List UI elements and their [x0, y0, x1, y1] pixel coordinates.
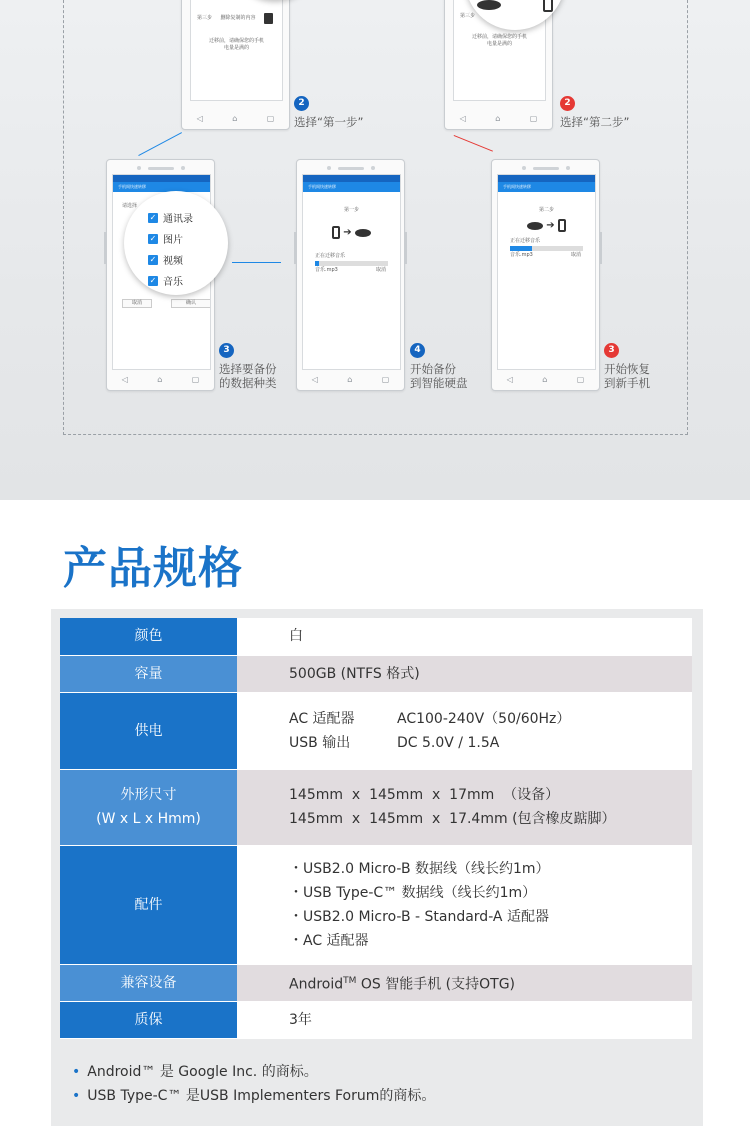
spec-row-power [60, 692, 692, 769]
checkbox-music[interactable]: ✓ 音乐 [149, 275, 183, 288]
spec-row-dimensions [60, 769, 692, 845]
note-item: • Android™ 是 Google Inc. 的商标。 [72, 1064, 318, 1080]
spec-row-color [60, 618, 692, 655]
trademark-notes [72, 1060, 435, 1108]
screen-header: 第三步 [460, 13, 476, 19]
spec-key: 外形尺寸 (W x L x Hmm) [60, 769, 237, 845]
app-title: 手机间快速转移 [113, 182, 210, 192]
checkbox-photos[interactable]: ✓ 图片 [149, 233, 183, 246]
hard-drive-icon [527, 222, 543, 230]
step-caption: 选择“第一步” [294, 115, 364, 129]
spec-key: 颜色 [60, 618, 237, 655]
nav-bar: ◁ ⌂ ▢ [506, 375, 585, 384]
spec-value: 3年 [237, 1001, 692, 1038]
screen-note: 迁移前，请确保您的手机电量是满的 [208, 38, 264, 51]
nav-bar: ◁ ⌂ ▢ [459, 114, 538, 123]
phone-icon [558, 219, 566, 232]
bullet-icon: • [72, 1064, 81, 1080]
cancel-button[interactable]: 取消 [375, 267, 386, 273]
step-badge: 3 [604, 343, 619, 358]
check-icon: ✓ [149, 233, 157, 243]
step-caption: 选择要备份 的数据种类 [219, 362, 277, 390]
progress-label: 正在迁移音乐 [315, 253, 346, 259]
app-title: 手机间快速转移 [498, 182, 595, 192]
file-name: 音乐.mp3 [315, 267, 338, 273]
trash-icon [264, 13, 273, 24]
screen-note: 迁移前，请确保您的手机电量是满的 [471, 34, 527, 47]
hard-drive-icon [477, 0, 501, 10]
spec-value: Android™ OS 智能手机 (支持OTG) [237, 964, 692, 1001]
spec-key: 兼容设备 [60, 964, 237, 1001]
step-badge: 4 [410, 343, 425, 358]
transfer-steps-section [0, 0, 750, 500]
spec-table [60, 618, 692, 1039]
screen-option: 删除复制的内容 [220, 15, 256, 21]
screen-header: 第三步 [197, 15, 213, 21]
spec-value: ・USB2.0 Micro-B 数据线（线长约1m） ・USB Type-C™ 数据线（线长约1m） ・USB2.0 Micro-B - Standard-A 适配器 ・AC 适配器 [237, 845, 692, 964]
progress-label: 正在迁移音乐 [510, 238, 541, 244]
phone-icon [332, 226, 340, 239]
cancel-button[interactable]: 取消 [570, 252, 581, 258]
nav-bar: ◁ ⌂ ▢ [311, 375, 390, 384]
confirm-button[interactable]: 确认 [171, 299, 211, 308]
data-type-checklist [124, 191, 228, 295]
spec-row-compatibility [60, 964, 692, 1001]
spec-key: 配件 [60, 845, 237, 964]
step-caption: 开始备份 到智能硬盘 [410, 362, 468, 390]
step-badge: 3 [219, 343, 234, 358]
arrow-icon: ➔ [343, 227, 352, 238]
note-item: • USB Type-C™ 是USB Implementers Forum的商标。 [72, 1088, 436, 1104]
step-badge: 2 [294, 96, 309, 111]
check-icon: ✓ [149, 275, 157, 285]
spec-key: 容量 [60, 655, 237, 692]
phone-icon [543, 0, 553, 12]
check-icon: ✓ [149, 254, 157, 264]
spec-value: 145mm x 145mm x 17mm （设备） 145mm x 145mm x 17.4mm (包含橡皮踮脚） [237, 769, 692, 845]
screen-header: 第二步 [538, 207, 554, 213]
spec-value: 500GB (NTFS 格式) [237, 655, 692, 692]
step-caption: 选择“第二步” [560, 115, 630, 129]
hard-drive-icon [355, 229, 371, 237]
file-name: 音乐.mp3 [510, 252, 533, 258]
step-caption: 开始恢复 到新手机 [604, 362, 650, 390]
spec-value: AC 适配器 AC100-240V（50/60Hz） USB 输出 DC 5.0V / 1.5A [237, 692, 692, 769]
checkbox-videos[interactable]: ✓ 视频 [149, 254, 183, 267]
checkbox-contacts[interactable]: ✓ 通讯录 [149, 212, 193, 225]
spec-title: 产品规格 [63, 543, 243, 594]
spec-row-accessories [60, 845, 692, 964]
nav-bar: ◁ ⌂ ▢ [121, 375, 200, 384]
spec-row-capacity [60, 655, 692, 692]
nav-bar: ◁ ⌂ ▢ [196, 114, 275, 123]
spec-row-warranty [60, 1001, 692, 1038]
spec-key: 质保 [60, 1001, 237, 1038]
phone-restore [491, 159, 600, 391]
phone-backup [296, 159, 405, 391]
connector-line-blue [232, 262, 281, 263]
arrow-icon: ➔ [546, 220, 555, 231]
cancel-button[interactable]: 取消 [122, 299, 152, 308]
screen-header: 第一步 [343, 207, 359, 213]
phone-top-left [181, 0, 290, 130]
step-badge: 2 [560, 96, 575, 111]
bullet-icon: • [72, 1088, 81, 1104]
spec-value: 白 [237, 618, 692, 655]
spec-key: 供电 [60, 692, 237, 769]
check-icon: ✓ [149, 212, 157, 222]
select-prompt: 请选择 [122, 203, 138, 209]
app-title: 手机间快速转移 [303, 182, 400, 192]
